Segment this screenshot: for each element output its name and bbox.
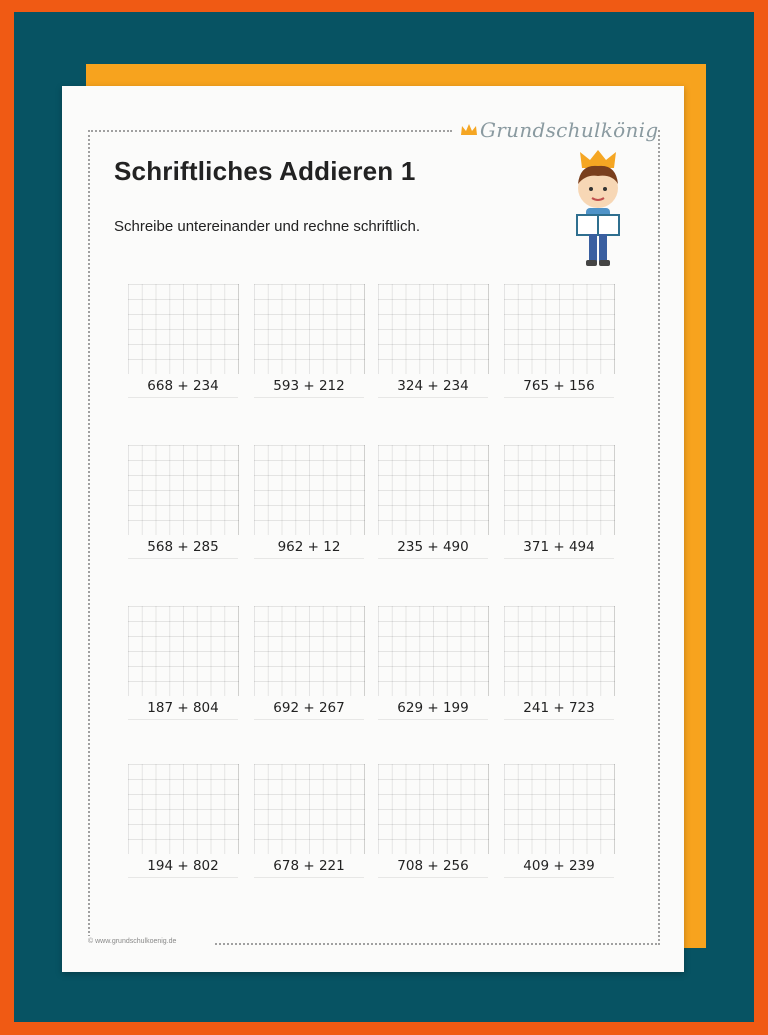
answer-grid[interactable] xyxy=(378,764,489,854)
answer-grid[interactable] xyxy=(128,284,239,374)
dotted-border-top xyxy=(88,130,452,132)
exercise-problem: 765 + 156 xyxy=(523,378,595,394)
answer-grid[interactable] xyxy=(504,764,615,854)
exercise-cell xyxy=(504,284,614,398)
answer-grid[interactable] xyxy=(128,445,239,535)
exercise-cell xyxy=(254,445,364,559)
instruction-text: Schreibe untereinander und rechne schriftlich. xyxy=(114,218,421,235)
answer-grid[interactable] xyxy=(504,606,615,696)
exercise-cell xyxy=(504,445,614,559)
copyright-footer: © www.grundschulkoenig.de xyxy=(88,938,177,945)
exercise-problem: 593 + 212 xyxy=(273,378,345,394)
page-title: Schriftliches Addieren 1 xyxy=(114,156,416,186)
exercise-problem: 629 + 199 xyxy=(397,700,469,716)
answer-grid[interactable] xyxy=(254,284,365,374)
reading-boy-king-illustration xyxy=(562,148,634,272)
exercise-cell xyxy=(128,445,238,559)
exercise-cell xyxy=(128,606,238,720)
answer-grid[interactable] xyxy=(128,606,239,696)
brand-logo xyxy=(460,116,658,144)
exercise-cell xyxy=(378,284,488,398)
exercise-cell xyxy=(128,764,238,878)
exercise-cell xyxy=(378,606,488,720)
answer-grid[interactable] xyxy=(378,284,489,374)
exercise-cell xyxy=(254,284,364,398)
answer-grid[interactable] xyxy=(254,445,365,535)
exercise-problem: 962 + 12 xyxy=(277,539,341,555)
exercise-problem: 324 + 234 xyxy=(397,378,469,394)
exercise-problem: 241 + 723 xyxy=(523,700,595,716)
exercise-problem: 678 + 221 xyxy=(273,858,345,874)
answer-grid[interactable] xyxy=(378,606,489,696)
answer-grid[interactable] xyxy=(504,445,615,535)
crown-icon xyxy=(460,123,478,137)
answer-grid[interactable] xyxy=(504,284,615,374)
exercise-problem: 568 + 285 xyxy=(147,539,219,555)
answer-grid[interactable] xyxy=(254,606,365,696)
exercise-cell xyxy=(504,606,614,720)
answer-grid[interactable] xyxy=(128,764,239,854)
exercise-problem: 194 + 802 xyxy=(147,858,219,874)
exercise-problem: 409 + 239 xyxy=(523,858,595,874)
exercise-cell xyxy=(378,445,488,559)
exercise-cell xyxy=(254,764,364,878)
exercise-problem: 708 + 256 xyxy=(397,858,469,874)
exercise-problem: 692 + 267 xyxy=(273,700,345,716)
brand-name: Grundschulkönig xyxy=(480,118,659,142)
exercise-cell xyxy=(128,284,238,398)
answer-grid[interactable] xyxy=(254,764,365,854)
worksheet-page xyxy=(62,86,684,972)
exercise-problem: 668 + 234 xyxy=(147,378,219,394)
exercise-problem: 187 + 804 xyxy=(147,700,219,716)
answer-grid[interactable] xyxy=(378,445,489,535)
exercise-cell xyxy=(378,764,488,878)
exercise-cell xyxy=(504,764,614,878)
exercise-problem: 371 + 494 xyxy=(523,539,595,555)
exercise-cell xyxy=(254,606,364,720)
exercise-problem: 235 + 490 xyxy=(397,539,469,555)
